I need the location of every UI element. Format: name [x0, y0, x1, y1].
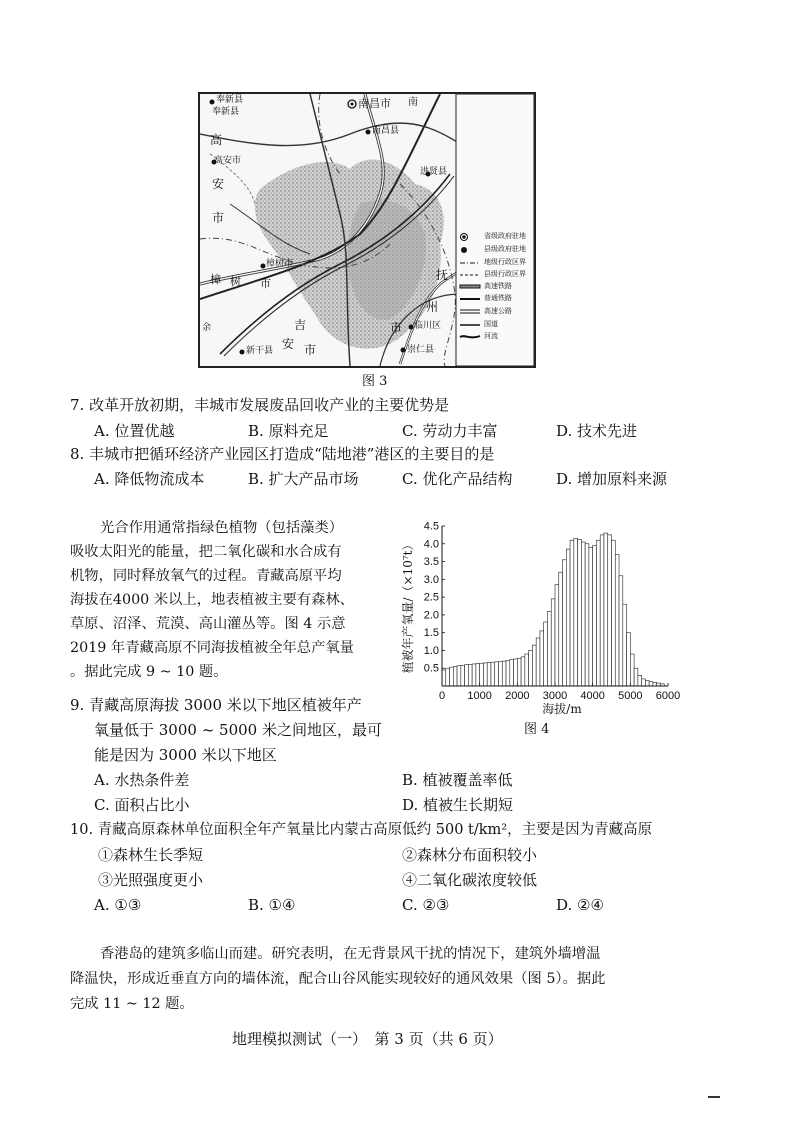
q9-option-d: D. 植被生长期短: [402, 796, 514, 814]
boundary-2: [319, 94, 340, 174]
chart-y-tick-label: 1.0: [423, 644, 439, 657]
county-marker-1: [210, 100, 215, 105]
passage1-line-3: 机物，同时释放氧气的过程。青藏高原平均: [70, 568, 342, 584]
chart-bar: [487, 663, 491, 686]
figure4-chart: [398, 518, 688, 718]
chart-bar: [600, 535, 604, 686]
q7-option-c: C. 劳动力丰富: [402, 422, 498, 440]
map-label-nanchang-county: 南昌县: [372, 126, 400, 136]
q10-option-c: C. ②③: [402, 896, 450, 914]
map-label-zhou: 州: [426, 300, 439, 314]
chart-bar: [495, 662, 499, 686]
chart-bar: [649, 682, 653, 686]
map-label-shi-left: 市: [212, 211, 225, 225]
passage1-line-7: 。据此完成 9 ~ 10 题。: [70, 664, 228, 680]
chart-x-label: 海拔/m: [542, 702, 582, 716]
q8-option-d: D. 增加原料来源: [556, 470, 668, 488]
legend-label-county-boundary: 县级行政区界: [484, 270, 526, 278]
county-marker-8: [401, 348, 406, 353]
chart-bar: [645, 681, 649, 686]
chart-bar: [615, 554, 619, 686]
chart-bar: [499, 661, 503, 686]
chart-bar: [566, 549, 570, 686]
map-label-an-bottom: 安: [282, 337, 295, 351]
page-footer: 地理模拟测试（一） 第 3 页（共 6 页）: [232, 1030, 503, 1048]
legend-label-river: 河流: [484, 332, 498, 340]
passage1-line-4: 海拔在4000 米以上，地表植被主要有森林、: [70, 592, 354, 608]
map-label-nanchang-city: 南昌市: [358, 97, 391, 110]
chart-y-tick-label: 3.0: [423, 573, 439, 586]
passage1-line-2: 吸收太阳光的能量，把二氧化碳和水合成有: [70, 544, 342, 560]
q9-option-c: C. 面积占比小: [94, 796, 190, 814]
q9-option-b: B. 植被覆盖率低: [402, 771, 513, 789]
chart-bar: [627, 633, 631, 686]
chart-bar: [555, 585, 559, 686]
chart-bar: [593, 546, 597, 686]
chart-bar: [442, 670, 446, 686]
q10-statement-4: ④二氧化碳浓度较低: [402, 871, 538, 889]
q10-stem: 10. 青藏高原森林单位面积全年产氧量比内蒙古高原低约 500 t/km²，主要是因为青藏高原: [70, 822, 653, 838]
county-marker-3: [366, 130, 371, 135]
figure4-caption: 图 4: [524, 722, 550, 737]
q9-stem-line-3: 能是因为 3000 米以下地区: [94, 746, 277, 764]
chart-x-tick-label: 2000: [505, 690, 530, 702]
q8-option-a: A. 降低物流成本: [94, 470, 205, 488]
map-label-nan: 南: [408, 97, 418, 108]
chart-bar: [491, 662, 495, 686]
chart-bar: [446, 668, 450, 686]
chart-bar: [514, 659, 518, 686]
chart-bar: [634, 668, 638, 686]
chart-bar: [604, 533, 608, 686]
chart-bar: [532, 645, 536, 686]
q9-stem-line-1: 9. 青藏高原海拔 3000 米以下地区植被年产: [70, 696, 362, 714]
chart-bar: [630, 654, 634, 686]
chart-bar: [461, 665, 465, 686]
chart-bar: [563, 560, 567, 686]
chart-svg: [398, 518, 688, 718]
map-label-fenxin-b: 奉新县: [212, 107, 240, 117]
map-label-shi-mid: 市: [260, 277, 271, 290]
map-label-zhangshu: 樟树市: [266, 259, 294, 269]
passage1-line-1: 光合作用通常指绿色植物（包括藻类）: [100, 520, 344, 536]
legend-label-railway: 普通铁路: [484, 294, 512, 302]
chart-bar: [570, 540, 574, 686]
q10-option-d: D. ②④: [556, 896, 604, 914]
q10-option-b: B. ①④: [248, 896, 296, 914]
chart-bar: [529, 650, 533, 686]
chart-y-tick-label: 2.5: [423, 591, 439, 604]
chart-bar: [612, 540, 616, 686]
county-marker-6: [409, 325, 414, 330]
chart-bar: [457, 666, 461, 686]
chart-x-tick-label: 4000: [580, 690, 605, 702]
map-label-jinxian: 进贤县: [420, 167, 448, 177]
map-figure: [198, 92, 536, 368]
chart-bar: [608, 535, 612, 686]
q8-option-b: B. 扩大产品市场: [248, 470, 359, 488]
chart-bar: [544, 622, 548, 686]
chart-x-tick-label: 5000: [618, 690, 643, 702]
chart-bar: [483, 663, 487, 686]
legend-label-expressway: 高速公路: [484, 307, 512, 315]
passage2-line-2: 降温快，形成近垂直方向的墙体流，配合山谷风能实现较好的通风效果（图 5）。据此: [70, 971, 606, 987]
q10-statement-3: ③光照强度更小: [98, 871, 204, 889]
figure3-caption: 图 3: [362, 374, 388, 389]
chart-bar: [547, 611, 551, 686]
chart-bar: [472, 664, 476, 686]
passage2-line-1: 香港岛的建筑多临山而建。研究表明，在无背景风干扰的情况下，建筑外墙增温: [100, 946, 601, 962]
map-label-chongren: 崇仁县: [407, 345, 435, 355]
map-label-shi-bottom: 市: [304, 343, 317, 357]
chart-y-label: 植被年产氧量/（×10⁷t）: [401, 538, 415, 674]
chart-bar: [653, 682, 657, 686]
q7-option-b: B. 原料充足: [248, 422, 329, 440]
chart-bar: [623, 604, 627, 686]
chart-bar: [536, 638, 540, 686]
legend-label-prefecture-boundary: 地级行政区界: [484, 258, 526, 266]
county-marker-5: [261, 264, 266, 269]
chart-bar: [517, 658, 521, 686]
map-label-linchuan: 临川区: [414, 321, 442, 331]
chart-bar: [465, 665, 469, 686]
chart-x-tick-label: 0: [438, 690, 446, 702]
map-label-fenxin-a: 奉新县: [216, 95, 244, 105]
q7-stem: 7. 改革开放初期，丰城市发展废品回收产业的主要优势是: [70, 396, 450, 414]
legend-label-provincial: 省级政府驻地: [484, 232, 526, 240]
chart-bar: [619, 576, 623, 686]
chart-bar: [468, 664, 472, 686]
chart-bar: [502, 661, 506, 686]
chart-bar: [642, 679, 646, 686]
q10-statement-1: ①森林生长季短: [98, 846, 204, 864]
chart-bar: [510, 660, 514, 686]
map-label-gaoan: 高安市: [214, 156, 242, 166]
chart-y-tick-label: 0.5: [423, 662, 439, 675]
chart-bar: [596, 540, 600, 686]
chart-bar: [506, 660, 510, 686]
scan-mark: [708, 1096, 720, 1098]
legend-label-national-road: 国道: [484, 320, 498, 328]
passage1-line-5: 草原、沼泽、荒漠、高山灌丛等。图 4 示意: [70, 616, 346, 632]
chart-bar: [551, 599, 555, 686]
chart-bar: [480, 663, 484, 686]
q7-option-a: A. 位置优越: [94, 422, 175, 440]
chart-y-tick-label: 2.0: [423, 609, 439, 622]
passage1-line-6: 2019 年青藏高原不同海拔植被全年总产氧量: [70, 640, 354, 656]
q8-option-c: C. 优化产品结构: [402, 470, 513, 488]
map-label-zhang: 樟: [210, 273, 221, 286]
map-label-shu: 树: [230, 275, 241, 288]
map-label-an: 安: [212, 177, 225, 191]
chart-bar: [521, 657, 525, 686]
map-label-gao: 高: [210, 133, 223, 147]
q10-statement-2: ②森林分布面积较小: [402, 846, 538, 864]
chart-bar: [578, 540, 582, 686]
map-label-yu: 余: [202, 323, 212, 333]
legend-label-county-seat: 县级政府驻地: [484, 245, 526, 253]
map-label-fu: 抚: [436, 268, 449, 282]
chart-bar: [574, 538, 578, 686]
q8-stem: 8. 丰城市把循环经济产业园区打造成“陆地港”港区的主要目的是: [70, 445, 495, 463]
chart-bar: [559, 572, 563, 686]
q7-option-d: D. 技术先进: [556, 422, 638, 440]
chart-bar: [525, 654, 529, 686]
chart-bar: [540, 631, 544, 686]
chart-bar: [476, 664, 480, 686]
legend-label-hsr: 高速铁路: [484, 282, 512, 290]
map-label-ji: 吉: [294, 318, 307, 332]
chart-bar: [450, 667, 454, 686]
chart-bar: [589, 547, 593, 686]
q9-stem-line-2: 氧量低于 3000 ~ 5000 米之间地区，最可: [94, 721, 382, 739]
chart-y-tick-label: 1.5: [423, 627, 439, 640]
chart-x-tick-label: 1000: [467, 690, 492, 702]
passage2-line-3: 完成 11 ~ 12 题。: [70, 996, 194, 1012]
county-marker-7: [240, 350, 245, 355]
chart-x-tick-label: 3000: [542, 690, 568, 702]
map-label-shi-right: 市: [390, 321, 403, 335]
map-label-xingan: 新干县: [246, 346, 274, 356]
chart-bar: [453, 666, 457, 686]
chart-bar: [581, 542, 585, 686]
chart-y-tick-label: 3.5: [423, 556, 439, 569]
chart-y-tick-label: 4.5: [423, 520, 439, 533]
chart-bar: [585, 544, 589, 686]
chart-x-tick-label: 6000: [655, 690, 681, 702]
chart-y-tick-label: 4.0: [423, 538, 439, 551]
q9-option-a: A. 水热条件差: [94, 771, 190, 789]
chart-bar: [638, 675, 642, 686]
q10-option-a: A. ①③: [94, 896, 142, 914]
